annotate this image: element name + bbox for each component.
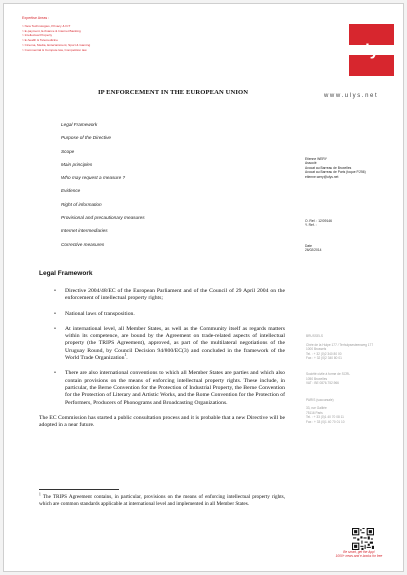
expertise-item: > Cinema, Media, Entertainment, Sport & Gaming [22,42,91,47]
qr-code-icon[interactable] [352,528,374,550]
office-brussels: BRUSSELS Chée de la Hulpe 177 / Terhulpsesteenweg 177 1000 Brussels Tel. : + 32 (0)2 340 80 00 Fax : + 32 (0)2 340 80 01 [306,334,374,361]
our-reference: O. Ref. : 12/09146 [305,219,332,223]
footnote: $^1$ The TRIPS Agreement contains, in particular, provisions on the means of enforcing intellectual property rights, which are common standards applicable at international level and implemented in all Member States. [39,492,286,507]
expertise-item: > E-payment, E-finance & Internet Banking [22,28,81,33]
office-addresses [306,334,373,436]
bullet-item: • Directive 2004/48/EC of the European Parliament and of the Council of 29 April 2004 on the enforcement of intellectual property rights; [54,288,285,302]
bullet-list [39,288,285,407]
toc-item[interactable]: Legal Framework [61,122,98,127]
toc-item[interactable]: Provisional and precautionary measures [61,215,145,221]
app-tagline: Be smart, get the App! 1000+ news and e-books for free [335,550,383,559]
bullet-glyph: • [54,310,56,317]
office-paris: PARIS (succursale) 33, rue Galilée 75116 Paris Tel. : + 33 (0)1 40 70 08 11 Fax : + 33 (0)1 40 70 01 10 [306,398,373,424]
office-city: PARIS (succursale) [306,397,334,402]
footnote-divider [39,489,119,490]
office-brussels-company: Société civile à forme de SCRL 1050 Bruxelles VAT : BE 0876.752.966 [306,372,351,386]
section-heading: Legal Framework [39,270,93,277]
ulys-logo [349,24,394,76]
bullet-glyph: • [54,325,56,332]
expertise-title: Expertise Areas : [22,16,50,20]
closing-paragraph: The EC Commission has started a public consultation process and it is probable that a new Directive will be adopted in a near future. [39,414,285,429]
office-city: BRUSSELS [306,334,324,338]
expertise-item: > Intellectual Property [22,33,53,38]
website-link[interactable]: www.ulys.net [324,93,379,99]
toc-item[interactable]: Who may request a measure ? [61,175,126,181]
table-of-contents [61,122,145,255]
bullet-item: • At international level, all Member States, as well as the Community itself as regards matters within its competence, are bound by the Agreement on trade-related aspects of intellectual property (the TRIPS Agreement), approved, as part of the multilateral negotiations of the Uruguay Round, by Council Decision 94/800/EC(3) and concluded in the framework of the World Trade Organization$^1$. [54,325,285,362]
toc-item[interactable]: Internet intermediaries [61,228,108,234]
date-label: Date [305,244,312,248]
sender-bar-brussels: Avocat au Barreau de Bruxelles [305,165,352,170]
toc-item[interactable]: Scope [61,148,75,154]
footnote-marker[interactable]: 1 [124,353,127,358]
expertise-item: > New Technologies, Privacy & ICT [22,24,71,28]
toc-item[interactable]: Evidence [61,188,81,194]
expertise-item: > E-health & Telemedicine [22,38,58,43]
date-value: 26/02/2014 [305,248,322,253]
document-page [3,3,404,572]
toc-item[interactable]: Corrective measures [61,241,105,247]
bullet-glyph: • [54,370,56,377]
reference-block [305,219,332,228]
logo-text: ulys [355,42,388,59]
expertise-item: > Commercial & Compute law, Competition law [22,47,87,52]
sender-role: Associé [305,161,317,166]
toc-item[interactable]: Right of information [61,201,102,207]
sender-bar-paris: Avocat au Barreau de Paris (toque P.256) [305,170,366,175]
footnote-number: 1 [39,492,41,497]
sender-block [305,157,366,179]
expertise-list [22,24,90,52]
document-title: IP ENFORCEMENT IN THE EUROPEAN UNION [98,89,249,96]
sender-email[interactable]: etienne.wery@ulys.net [305,174,339,179]
toc-item[interactable]: Main principles [61,161,93,167]
bullet-item: • National laws of transposition. [54,310,135,317]
bullet-glyph: • [54,288,56,294]
body-text [39,288,285,429]
sender-name: Etienne WERY [305,157,327,161]
toc-item[interactable]: Purpose of the Directive [61,135,112,141]
bullet-item: • There are also international conventions to which all Member States are parties and which also contain provisions on the means of enforcing intellectual property rights. These include, in particular, the Berne Convention for the Protection of Industrial Property, the Berne Convention for the Protection of Literary and Artistic Works, and the Rome Convention for the Protection of Performers, Producers of Phonograms and Broadcasting Organizations. [54,370,285,406]
date-block [305,244,322,253]
your-reference: Y. Ref. : [305,223,317,228]
